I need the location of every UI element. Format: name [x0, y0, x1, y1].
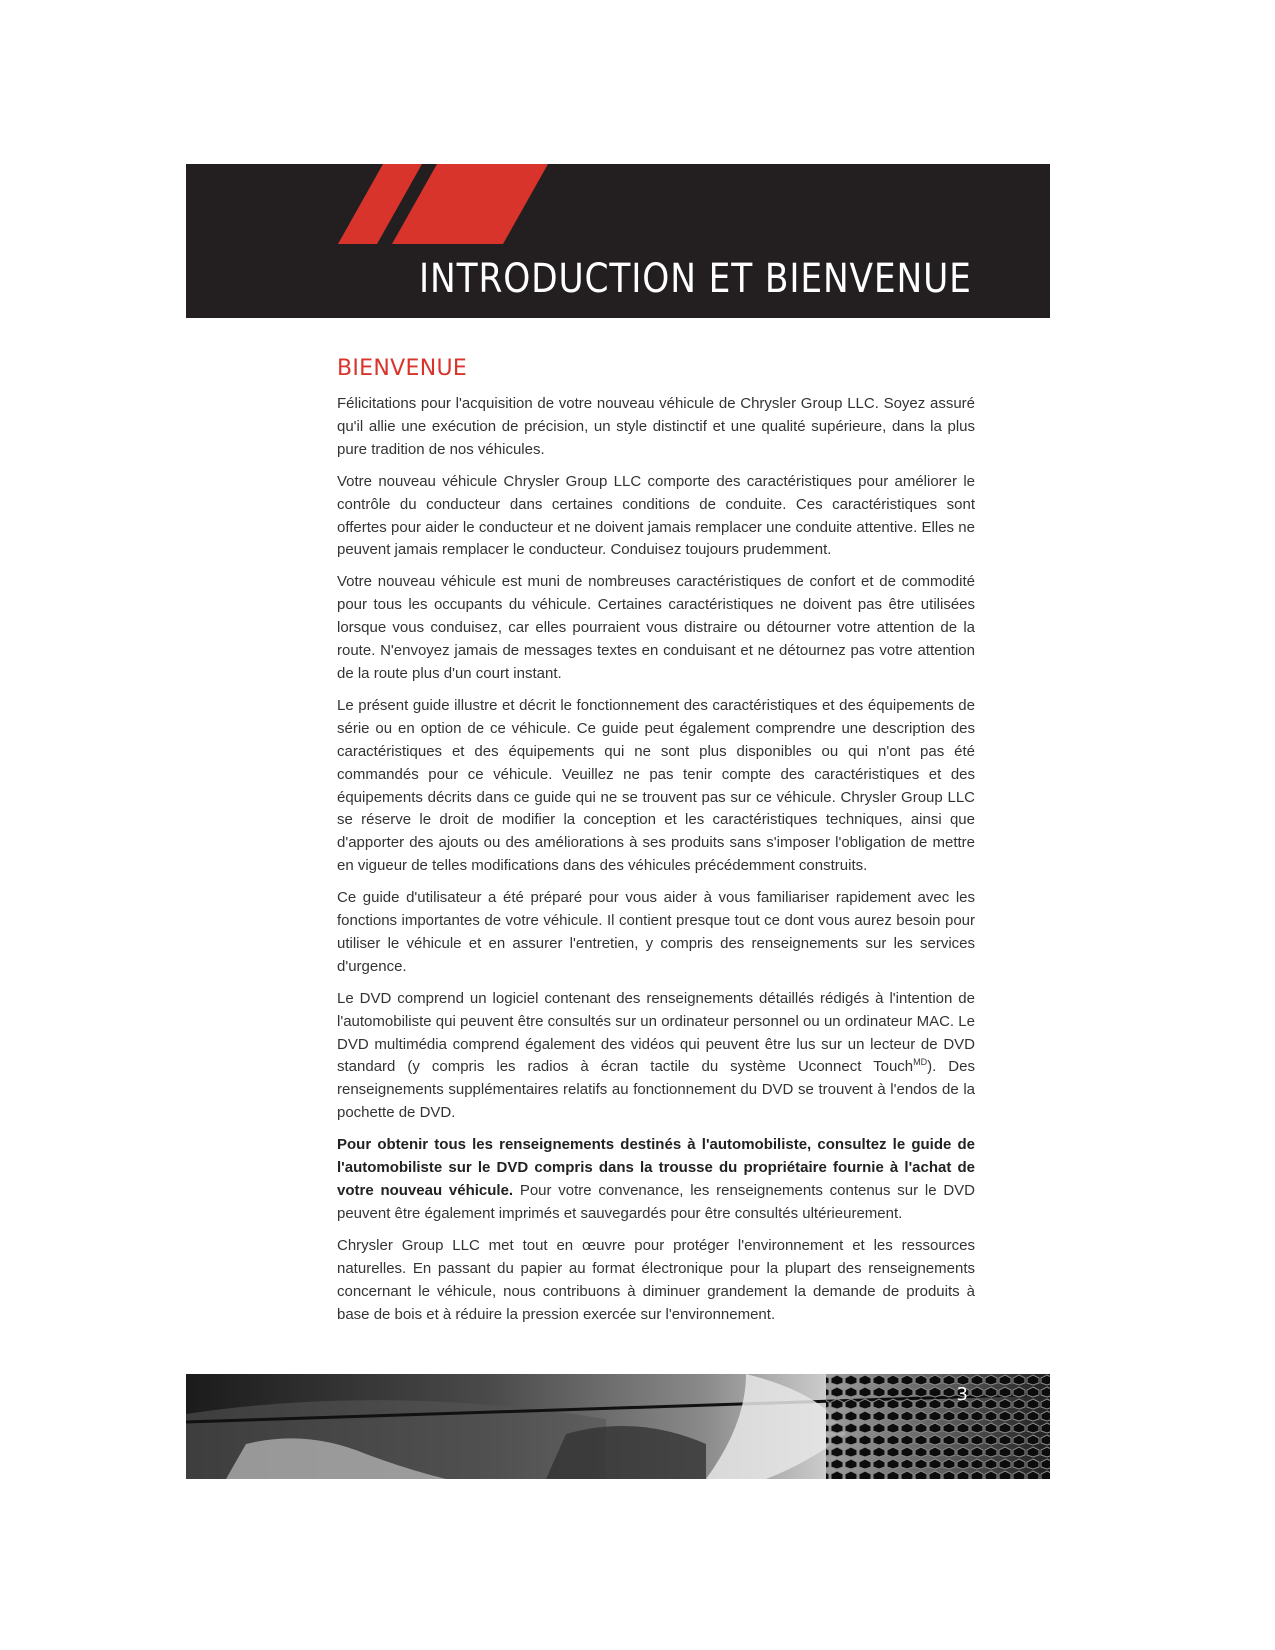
footer-car-photo	[186, 1374, 1050, 1479]
owner-info-normal: Pour votre convenance, les renseignements contenus sur le DVD peuvent être également imprimés et sauvegardés pour être consultés ultérieurement.	[337, 1182, 975, 1222]
paragraph-guide-description: Le présent guide illustre et décrit le fonctionnement des caractéristiques et des équipements de série ou en option de ce véhicule. Ce guide peut également comprendre une description des caractéristiques et des équipements qui ne sont plus disponibles ou qui n'ont pas été commandés pour ce véhicule. Veuillez ne pas tenir compte des caractéristiques et des équipements décrits dans ce guide qui ne se trouvent pas sur ce véhicule. Chrysler Group LLC se réserve le droit de modifier la conception et les caractéristiques techniques, ainsi que d'apporter des ajouts ou des améliorations à ses produits sans s'imposer l'obligation de mettre en vigueur de telles modifications dans des véhicules précédemment construits.	[337, 696, 975, 875]
paragraph-dvd	[337, 988, 975, 1125]
paragraph-comfort-features: Votre nouveau véhicule est muni de nombreuses caractéristiques de confort et de commodité pour tous les occupants du véhicule. Certaines caractéristiques ne doivent pas être utilisées lorsque vous conduisez, car elles pourraient vous distraire ou détourner votre attention de la route. N'envoyez jamais de messages textes en conduisant et ne détournez pas votre attention de la route plus d'un court instant.	[337, 573, 975, 682]
paragraph-owner-info	[337, 1134, 975, 1226]
section-heading: BIENVENUE	[337, 356, 468, 381]
page-content	[337, 356, 975, 1335]
page-number: 3	[956, 1384, 968, 1405]
owner-info-bold: Pour obtenir tous les renseignements destinés à l'automobiliste, consultez le guide de l'automobiliste sur le DVD compris dans la trousse du propriétaire fournie à l'achat de votre nouveau véhicule.	[337, 1136, 975, 1199]
paragraph-environment: Chrysler Group LLC met tout en œuvre pour protéger l'environnement et les ressources naturelles. En passant du papier au format électronique pour la plupart des renseignements concernant le véhicule, nous contribuons à diminuer grandement la demande de produits à base de bois et à réduire la pression exercée sur l'environnement.	[337, 1236, 975, 1323]
dvd-text-start: Le DVD comprend un logiciel contenant des renseignements détaillés rédigés à l'intention de l'automobiliste qui peuvent être consultés sur un ordinateur personnel ou un ordinateur MAC. Le DVD multimédia comprend également des vidéos qui peuvent être lus sur un lecteur de DVD standard (y compris les radios à écran tactile du système Uconnect Touch	[337, 989, 975, 1076]
chapter-title: INTRODUCTION ET BIENVENUE	[419, 256, 972, 302]
paragraph-congratulations: Félicitations pour l'acquisition de votre nouveau véhicule de Chrysler Group LLC. Soyez assuré qu'il allie une exécution de précision, un style distinctif et une qualité supérieure, dans la plus pure tradition de nos véhicules.	[337, 395, 975, 458]
dvd-text-end: ). Des renseignements supplémentaires relatifs au fonctionnement du DVD se trouvent à l'endos de la pochette de DVD.	[337, 1058, 975, 1122]
paragraph-user-guide: Ce guide d'utilisateur a été préparé pour vous aider à vous familiariser rapidement avec les fonctions importantes de votre véhicule. Il contient presque tout ce dont vous aurez besoin pour utiliser le véhicule et en assurer l'entretien, y compris des renseignements sur les services d'urgence.	[337, 889, 975, 975]
chapter-header-band	[186, 164, 1050, 318]
paragraph-driver-control: Votre nouveau véhicule Chrysler Group LLC comporte des caractéristiques pour améliorer le contrôle du conducteur dans certaines conditions de conduite. Ces caractéristiques sont offertes pour aider le conducteur et ne doivent jamais remplacer une conduite attentive. Elles ne peuvent jamais remplacer le conducteur. Conduisez toujours prudemment.	[337, 472, 975, 559]
footer-photo-band	[186, 1374, 1050, 1479]
trademark-superscript: MD	[913, 1057, 928, 1068]
